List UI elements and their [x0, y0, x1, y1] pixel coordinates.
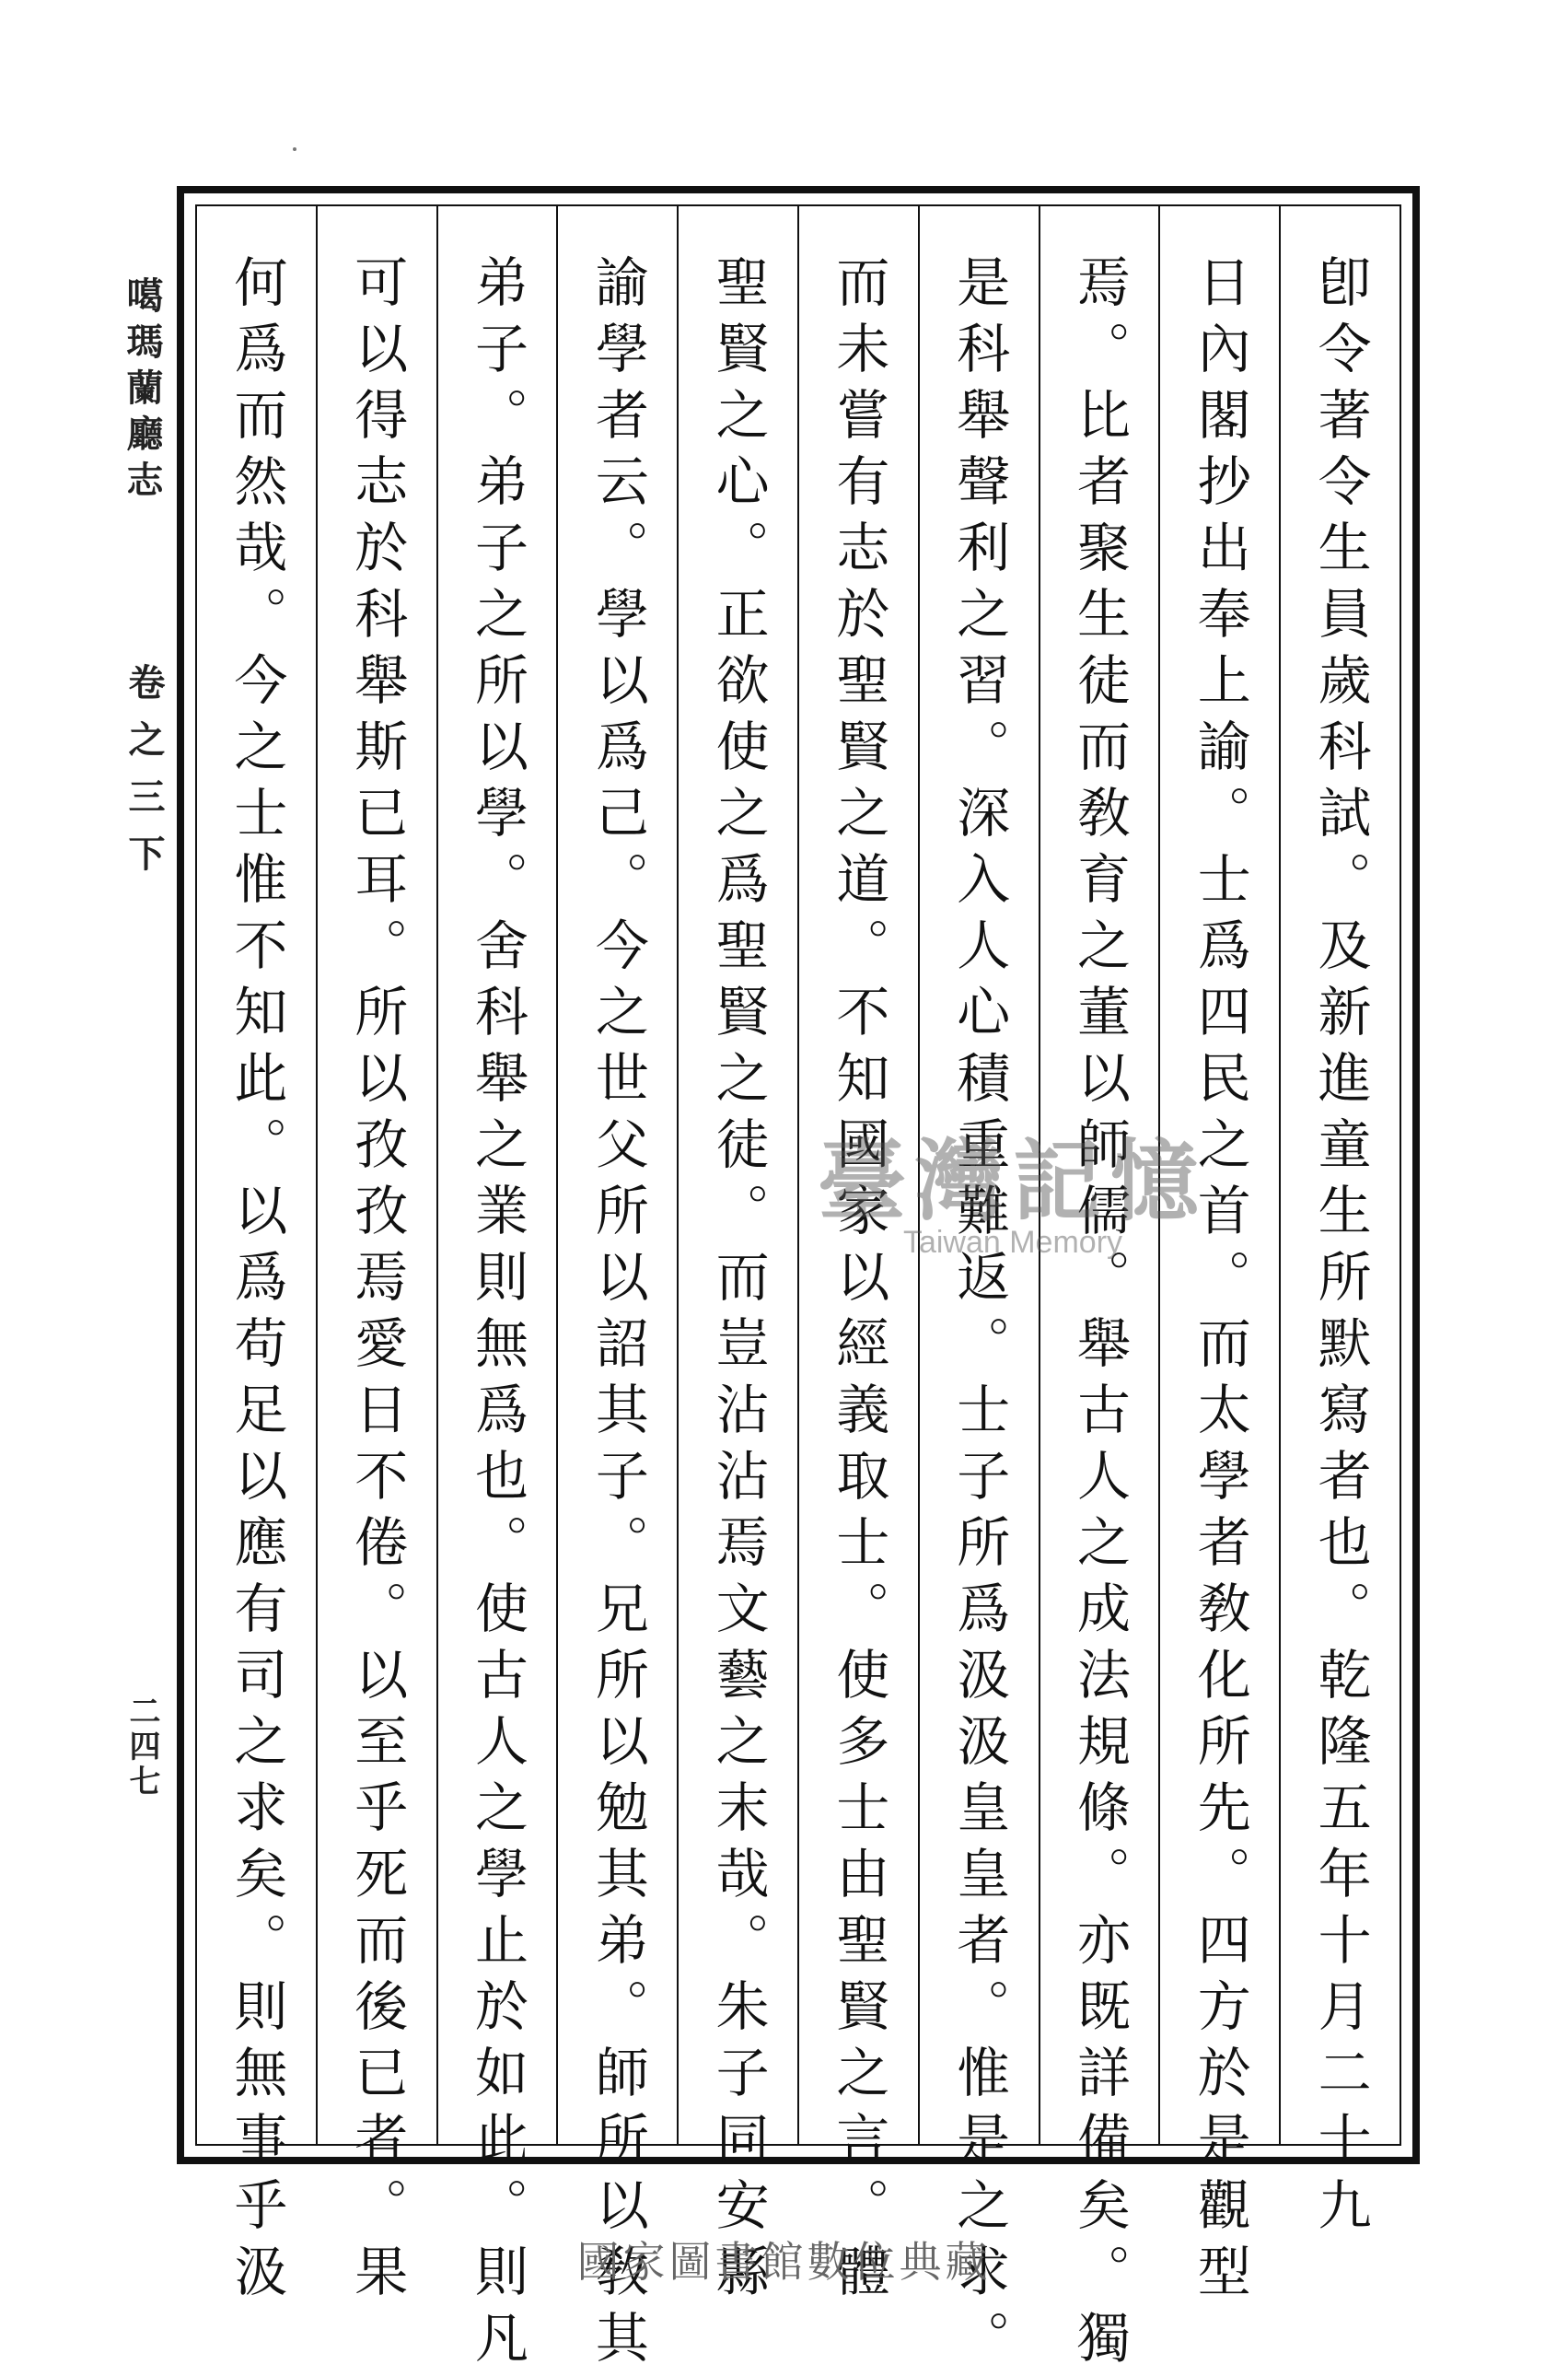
text-column-6: [677, 206, 797, 2310]
text-column-4: [918, 206, 1039, 2376]
column-text: 焉。比者聚生徒而敎育之董以師儒。舉古人之成法規條。亦既詳備矣。獨: [1068, 254, 1131, 2376]
column-text: 可以得志於科舉斯已耳。所以孜孜焉愛日不倦。以至乎死而後已者。果: [345, 254, 409, 2310]
margin-volume: 卷之三下: [122, 663, 166, 891]
watermark-chinese: 臺灣記憶: [818, 1129, 1208, 1233]
text-column-8: [436, 206, 557, 2376]
text-column-3: [1039, 206, 1159, 2376]
footer-credit: 國家圖書館數位典藏: [576, 2237, 992, 2287]
text-column-10: [197, 206, 316, 2310]
column-text: 聖賢之心。正欲使之爲聖賢之徒。而豈沾沾焉文藝之末哉。朱子同安縣: [706, 254, 770, 2310]
text-column-9: [316, 206, 436, 2310]
text-column-1: [1279, 206, 1400, 2243]
column-text: 諭學者云。學以爲己。今之世父所以詔其子。兄所以勉其弟。師所以敎其: [586, 254, 649, 2376]
text-column-7: [556, 206, 677, 2376]
margin-page-number: 二四七: [123, 1695, 160, 1799]
column-text: 何爲而然哉。今之士惟不知此。以爲苟足以應有司之求矣。則無事乎汲: [225, 254, 288, 2310]
margin-book-title: 噶瑪蘭廳志: [121, 276, 164, 507]
watermark-english: Taiwan Memory: [902, 1224, 1123, 1260]
column-text: 卽令著令生員歲科試。及新進童生所默寫者也。乾隆五年十月二十九: [1308, 254, 1372, 2243]
column-text: 而未嘗有志於聖賢之道。不知國家以經義取士。使多士由聖賢之言。體: [827, 254, 890, 2310]
text-column-5: [797, 206, 918, 2310]
ink-speck: [293, 147, 296, 151]
column-text: 弟子。弟子之所以學。舍科舉之業則無爲也。使古人之學止於如此。則凡: [466, 254, 529, 2376]
column-text: 是科舉聲利之習。深入人心積重難返。士子所爲汲汲皇皇者。惟是之求。: [947, 254, 1011, 2376]
text-column-2: [1158, 206, 1279, 2310]
column-text: 日內閣抄出奉上諭。士爲四民之首。而太學者敎化所先。四方於是觀型: [1188, 254, 1251, 2310]
